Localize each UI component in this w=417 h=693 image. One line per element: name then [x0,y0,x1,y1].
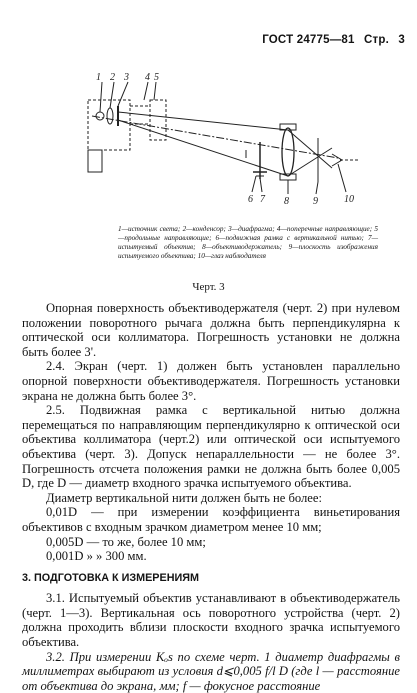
condenser [107,108,113,124]
light-source [96,112,104,120]
document-body [22,301,400,693]
label-4: 4 [145,72,150,83]
page-label: Стр. [364,34,389,46]
paragraph-3-2: 3.2. При измерении Kₒs по схеме черт. 1 диаметр диафрагмы в миллиметрах выбирают из условия d⩽0,005 f/l D (где l — расстояние от объектива до экрана, мм; f — фокусное расстояние [22,649,400,693]
label-6: 6 [248,194,253,205]
label-5: 5 [154,72,159,83]
paragraph-2-5: 2.5. Подвижная рамка с вертикальной нитью должна перемещаться по направляющим перпендикулярно к оптической оси объектива коллиматора (черт.2) или оптической оси испытуемого объектива (черт. 3). Допуск непараллельности — не более 3°. Погрешность отсчета положения рамки не должна быть более 0,005 D, где D — диаметр входного зрачка испытуемого объектива. [22,403,400,491]
label-3: 3 [124,72,129,83]
light-source-housing [88,100,130,150]
label-10: 10 [344,194,354,205]
tested-lens [282,128,294,176]
housing-base [88,150,102,172]
optical-scheme-figure [70,64,370,224]
section-title: 3. ПОДГОТОВКА К ИЗМЕРЕНИЯМ [22,571,200,584]
page-header [256,34,405,46]
paragraph: Опорная поверхность объективодержателя (черт. 2) при нулевом положении поворотного рычага должна быть перпендикулярна к оптической оси коллиматора. Погрешность установки не должна быть более 3'. [22,301,400,359]
label-1: 1 [96,72,101,83]
figure-caption: 1—источник света; 2—конденсор; 3—диафрагма; 4—поперечные направляющие; 5—продольные направляющие; 6—подвижная рамка с вертикальной нитью; 7—испытуемый объектив; 8—объективодержатель; 9—плоскость изображения испытуемого объектива; 10—глаз наблюдателя [118,225,378,260]
thread-diameter-item-3: 0,001D » » 300 мм. [46,549,147,564]
label-2: 2 [110,72,115,83]
label-8: 8 [284,196,289,207]
standard-number: ГОСТ 24775—81 [262,34,355,46]
thread-diameter-item-1: 0,01D — при измерении коэффициента виньетирования объективов с входным зрачком диаметром менее 10 мм; [22,505,400,534]
ray-upper [118,112,288,130]
lens-holder-bottom [280,174,296,180]
thread-diameter-item-2: 0,005D — то же, более 10 мм; [46,534,206,549]
paragraph-3-1: 3.1. Испытуемый объектив устанавливают в объективодержатель (черт. 1—3). Вертикальная ось поворотного устройства (черт. 2) должна проходить вблизи плоскости входного зрачка испытуемого объектива. [22,591,400,650]
optical-scheme-drawing [70,64,370,224]
ray-lower [118,120,288,176]
paragraph-2-4: 2.4. Экран (черт. 1) должен быть установлен параллельно опорной поверхности объективодержателя. Погрешность установки экрана не должна быть более 3°. [22,359,400,403]
label-9: 9 [313,196,318,207]
thread-diameter-intro: Диаметр вертикальной нити должен быть не более: [46,490,322,505]
page-number: 3 [398,34,405,46]
label-7: 7 [260,194,265,205]
figure-title: Черт. 3 [192,281,225,293]
